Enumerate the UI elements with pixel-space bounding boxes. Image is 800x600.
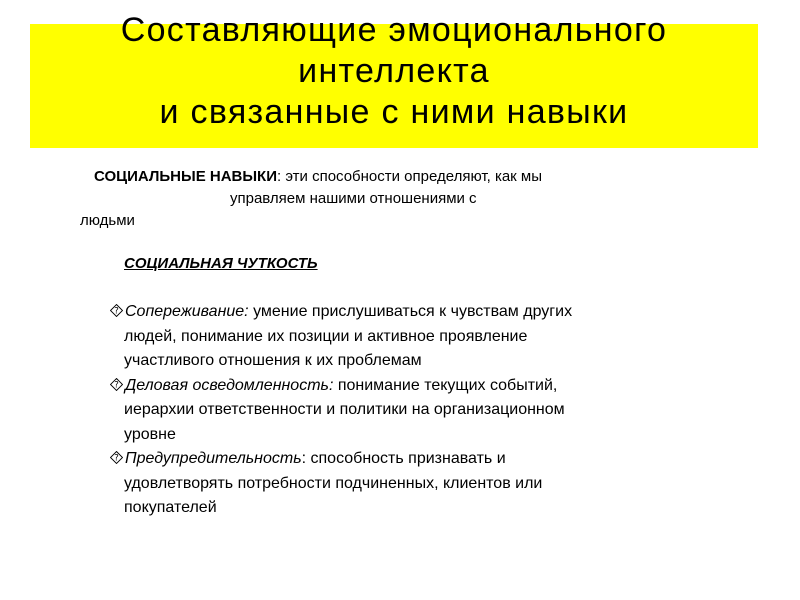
- intro-line-1-text: : эти способности определяют, как мы: [277, 168, 542, 185]
- skill-term: Сопереживание:: [125, 303, 249, 320]
- list-item: [110, 374, 710, 448]
- intro-line-2: управляем нашими отношениями с: [230, 190, 477, 207]
- svg-text:?: ?: [114, 306, 119, 317]
- title-line-2: интеллекта: [298, 52, 490, 90]
- skill-text: уровне: [124, 425, 176, 443]
- skill-text: удовлетворять потребности подчиненных, клиентов или: [124, 474, 543, 492]
- missing-glyph-question-icon: [110, 304, 123, 317]
- skill-text: умение прислушиваться к чувствам других: [248, 303, 573, 320]
- section-heading: СОЦИАЛЬНАЯ ЧУТКОСТЬ: [124, 255, 318, 272]
- skills-list: [110, 300, 710, 521]
- missing-glyph-question-icon: [110, 451, 123, 464]
- intro-heading: СОЦИАЛЬНЫЕ НАВЫКИ: [94, 168, 277, 185]
- svg-text:?: ?: [114, 380, 119, 391]
- intro-paragraph: [80, 166, 720, 232]
- svg-text:?: ?: [114, 453, 119, 464]
- skill-text: людей, понимание их позиции и активное проявление: [124, 327, 528, 345]
- missing-glyph-question-icon: [110, 378, 123, 391]
- skill-term: Предупредительность: [125, 450, 302, 467]
- skill-term: Деловая осведомленность:: [125, 376, 334, 394]
- skill-text: участливого отношения к их проблемам: [124, 352, 422, 369]
- intro-line-3: людьми: [80, 212, 135, 229]
- skill-text: иерархии ответственности и политики на организационном: [124, 401, 565, 418]
- skill-text: понимание текущих событий,: [333, 376, 558, 394]
- skill-text: : способность признавать и: [301, 450, 506, 467]
- title-line-3: и связанные с ними навыки: [159, 93, 629, 131]
- page-title: [30, 10, 758, 133]
- title-line-1: Составляющие эмоционального: [120, 11, 668, 49]
- list-item: [110, 447, 710, 521]
- intro-line-1: [94, 166, 720, 188]
- skill-text: покупателей: [124, 499, 217, 516]
- list-item: [110, 300, 710, 374]
